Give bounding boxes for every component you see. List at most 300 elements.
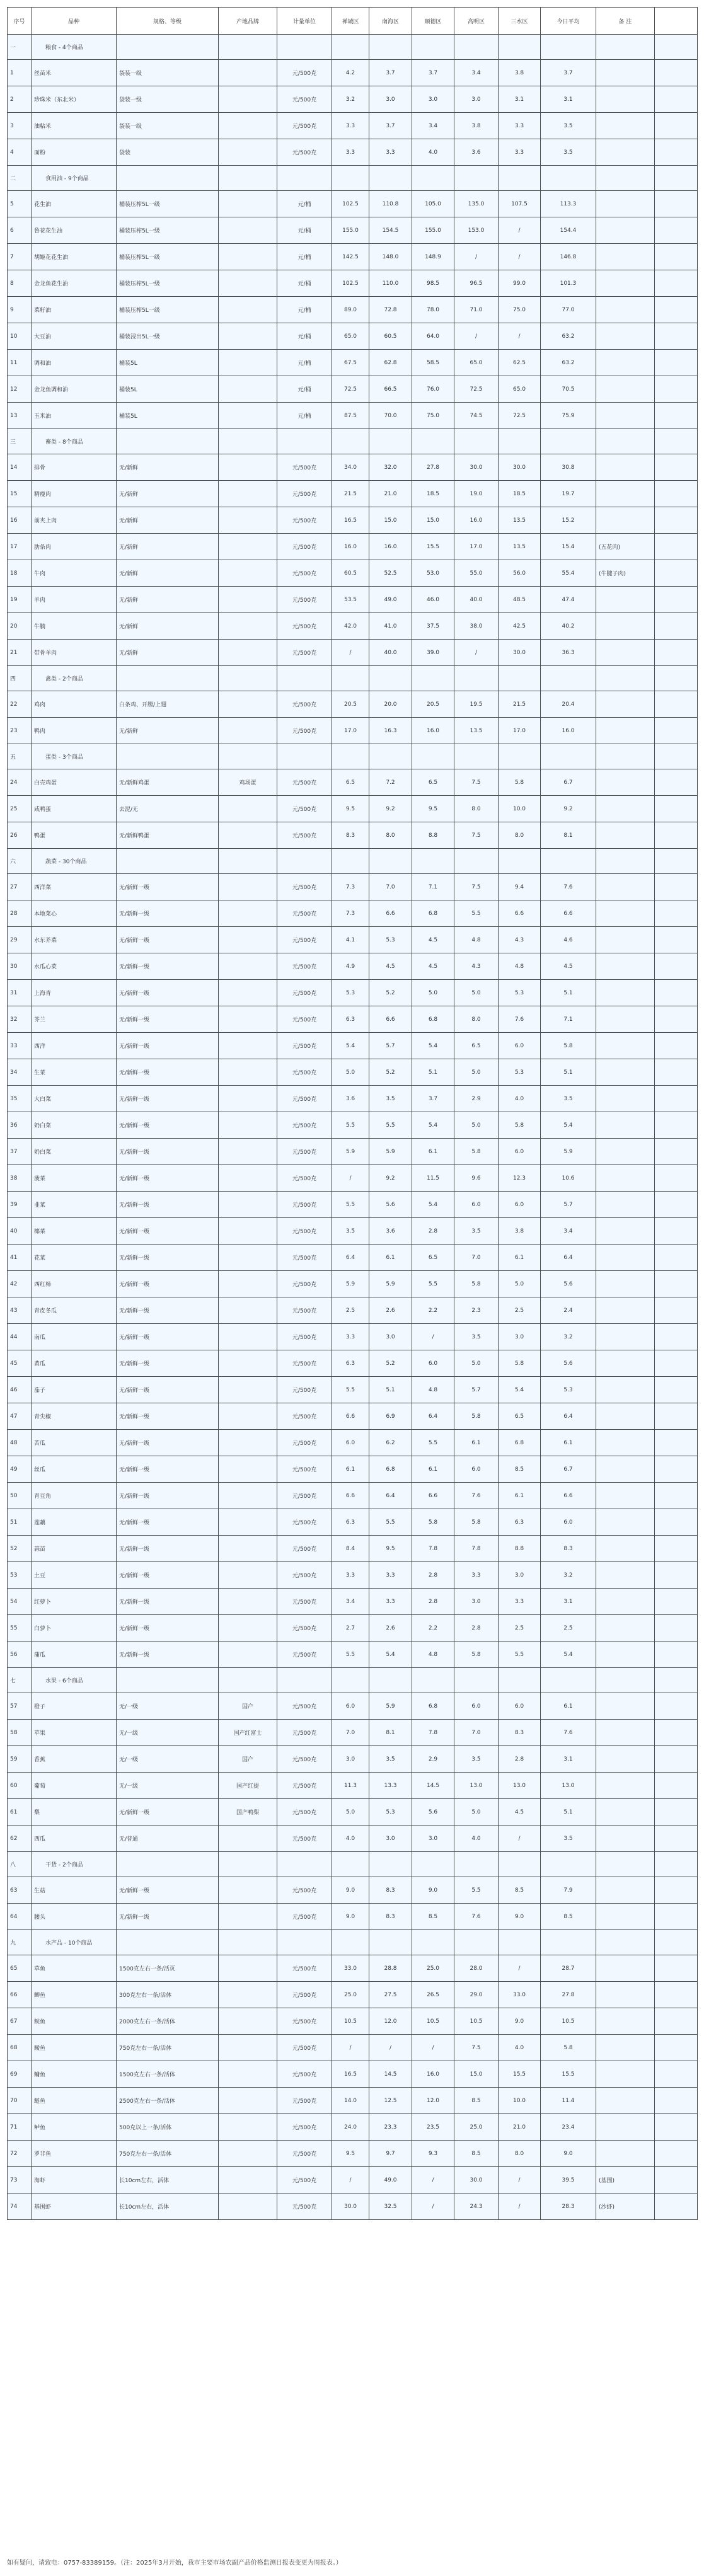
cell-average: 5.4 xyxy=(541,1112,596,1139)
empty-cell xyxy=(219,849,277,874)
table-row xyxy=(8,534,698,560)
cell-shunde: 5.8 xyxy=(412,1509,454,1536)
cell-nanhai: 6.1 xyxy=(369,1245,412,1271)
cell-average: 6.7 xyxy=(541,769,596,796)
cell-nanhai: 21.0 xyxy=(369,481,412,507)
cell-average: 63.2 xyxy=(541,350,596,376)
cell-variety: 丝瓜 xyxy=(32,1456,117,1483)
cell-no: 25 xyxy=(8,796,32,822)
cell-remark xyxy=(596,691,655,718)
cell-shunde: 20.5 xyxy=(412,691,454,718)
table-row xyxy=(8,507,698,534)
table-row xyxy=(8,270,698,297)
cell-average: 6.4 xyxy=(541,1403,596,1430)
cell-shunde: 4.8 xyxy=(412,1377,454,1403)
cell-brand xyxy=(219,1192,277,1218)
cell-spec: 无/新鲜 xyxy=(117,454,219,481)
cell-chancheng: 9.5 xyxy=(332,796,369,822)
cell-shunde: 53.0 xyxy=(412,560,454,587)
empty-cell xyxy=(655,2061,698,2088)
cell-brand: 鸡场蛋 xyxy=(219,769,277,796)
header-extra xyxy=(655,8,698,35)
empty-cell xyxy=(655,1955,698,1982)
cell-sanshui: 4.8 xyxy=(499,953,541,980)
cell-remark xyxy=(596,2114,655,2141)
cell-chancheng: 6.0 xyxy=(332,1430,369,1456)
cell-sanshui: 6.6 xyxy=(499,900,541,927)
empty-cell xyxy=(219,1852,277,1877)
cell-gaoming: 16.0 xyxy=(454,507,499,534)
cell-unit: 元/500克 xyxy=(277,1059,332,1086)
cell-variety: 菜籽油 xyxy=(32,297,117,323)
cell-no: 50 xyxy=(8,1483,32,1509)
section-number: 二 xyxy=(8,166,32,191)
cell-nanhai: 32.5 xyxy=(369,2194,412,2220)
cell-nanhai: 14.5 xyxy=(369,2061,412,2088)
cell-brand xyxy=(219,1456,277,1483)
cell-spec: 无/新鲜一级 xyxy=(117,1245,219,1271)
cell-brand xyxy=(219,1350,277,1377)
cell-average: 36.3 xyxy=(541,640,596,666)
cell-remark xyxy=(596,454,655,481)
cell-no: 3 xyxy=(8,113,32,139)
price-table xyxy=(7,7,698,2220)
empty-cell xyxy=(219,1668,277,1693)
cell-nanhai: 8.3 xyxy=(369,1877,412,1904)
cell-remark xyxy=(596,640,655,666)
cell-average: 6.0 xyxy=(541,1509,596,1536)
cell-no: 63 xyxy=(8,1877,32,1904)
cell-unit: 元/500克 xyxy=(277,900,332,927)
cell-nanhai: 6.6 xyxy=(369,900,412,927)
cell-no: 16 xyxy=(8,507,32,534)
empty-cell xyxy=(454,35,499,60)
cell-sanshui: 8.0 xyxy=(499,822,541,849)
cell-variety: 鸭肉 xyxy=(32,718,117,744)
table-row xyxy=(8,1218,698,1245)
cell-remark xyxy=(596,376,655,403)
header-chancheng: 禅城区 xyxy=(332,8,369,35)
cell-unit: 元/500克 xyxy=(277,1350,332,1377)
cell-variety: 青皮冬瓜 xyxy=(32,1297,117,1324)
cell-spec: 无/一级 xyxy=(117,1693,219,1720)
table-row xyxy=(8,1746,698,1773)
cell-remark xyxy=(596,1139,655,1165)
cell-gaoming: 5.0 xyxy=(454,1112,499,1139)
cell-brand xyxy=(219,139,277,166)
empty-cell xyxy=(655,1852,698,1877)
table-row xyxy=(8,244,698,270)
cell-gaoming: 72.5 xyxy=(454,376,499,403)
table-row xyxy=(8,1799,698,1826)
cell-remark xyxy=(596,86,655,113)
cell-remark: (牛腱子肉) xyxy=(596,560,655,587)
cell-spec: 长10cm左右，活体 xyxy=(117,2167,219,2194)
cell-variety: 牛肉 xyxy=(32,560,117,587)
cell-gaoming: 6.0 xyxy=(454,1456,499,1483)
cell-unit: 元/500克 xyxy=(277,822,332,849)
cell-spec: 无/新鲜一级 xyxy=(117,1562,219,1589)
cell-nanhai: 32.0 xyxy=(369,454,412,481)
cell-unit: 元/500克 xyxy=(277,2114,332,2141)
cell-shunde: 9.5 xyxy=(412,796,454,822)
cell-spec: 长10cm左右，活体 xyxy=(117,2194,219,2220)
empty-cell xyxy=(369,166,412,191)
section-title: 食用油 - 9个商品 xyxy=(32,166,117,191)
cell-no: 37 xyxy=(8,1139,32,1165)
section-number: 七 xyxy=(8,1668,32,1693)
cell-sanshui: 3.0 xyxy=(499,1562,541,1589)
cell-gaoming: 2.9 xyxy=(454,1086,499,1112)
cell-nanhai: 9.7 xyxy=(369,2141,412,2167)
cell-variety: 白壳鸡蛋 xyxy=(32,769,117,796)
cell-brand xyxy=(219,560,277,587)
cell-unit: 元/500克 xyxy=(277,1192,332,1218)
cell-gaoming: 71.0 xyxy=(454,297,499,323)
cell-nanhai: / xyxy=(369,2035,412,2061)
cell-no: 15 xyxy=(8,481,32,507)
cell-average: 28.3 xyxy=(541,2194,596,2220)
cell-remark xyxy=(596,1877,655,1904)
cell-chancheng: 6.3 xyxy=(332,1509,369,1536)
empty-cell xyxy=(655,1746,698,1773)
cell-shunde: 6.0 xyxy=(412,1350,454,1377)
cell-average: 6.1 xyxy=(541,1430,596,1456)
empty-cell xyxy=(541,849,596,874)
cell-nanhai: 9.5 xyxy=(369,1536,412,1562)
cell-variety: 油粘米 xyxy=(32,113,117,139)
cell-spec: 无/新鲜一级 xyxy=(117,1218,219,1245)
table-row xyxy=(8,718,698,744)
cell-shunde: 23.5 xyxy=(412,2114,454,2141)
cell-nanhai: 5.5 xyxy=(369,1509,412,1536)
cell-shunde: 15.5 xyxy=(412,534,454,560)
cell-remark xyxy=(596,1271,655,1297)
cell-remark: (基围) xyxy=(596,2167,655,2194)
cell-variety: 珍珠米（东北米） xyxy=(32,86,117,113)
empty-cell xyxy=(332,1668,369,1693)
cell-nanhai: 5.3 xyxy=(369,927,412,953)
cell-remark xyxy=(596,1589,655,1615)
cell-sanshui: / xyxy=(499,1826,541,1852)
cell-gaoming: 65.0 xyxy=(454,350,499,376)
table-row xyxy=(8,1006,698,1033)
table-row xyxy=(8,1615,698,1642)
cell-sanshui: 4.3 xyxy=(499,927,541,953)
empty-cell xyxy=(655,560,698,587)
table-row xyxy=(8,613,698,640)
empty-cell xyxy=(655,1615,698,1642)
cell-unit: 元/500克 xyxy=(277,1006,332,1033)
cell-variety: 胡姬花花生油 xyxy=(32,244,117,270)
empty-cell xyxy=(219,166,277,191)
cell-chancheng: 72.5 xyxy=(332,376,369,403)
cell-variety: 蒜苗 xyxy=(32,1536,117,1562)
cell-brand xyxy=(219,2035,277,2061)
cell-sanshui: / xyxy=(499,2194,541,2220)
cell-sanshui: 6.0 xyxy=(499,1693,541,1720)
cell-unit: 元/500克 xyxy=(277,1536,332,1562)
empty-cell xyxy=(499,166,541,191)
cell-unit: 元/桶 xyxy=(277,350,332,376)
cell-variety: 西洋 xyxy=(32,1033,117,1059)
section-title: 畜类 - 8个商品 xyxy=(32,429,117,454)
cell-sanshui: 21.5 xyxy=(499,691,541,718)
cell-no: 13 xyxy=(8,403,32,429)
table-row xyxy=(8,1562,698,1589)
cell-sanshui: 8.5 xyxy=(499,1877,541,1904)
cell-spec: 无/一级 xyxy=(117,1773,219,1799)
cell-variety: 花生油 xyxy=(32,191,117,217)
cell-brand xyxy=(219,718,277,744)
section-number: 六 xyxy=(8,849,32,874)
cell-brand xyxy=(219,822,277,849)
cell-unit: 元/500克 xyxy=(277,1033,332,1059)
cell-remark xyxy=(596,1112,655,1139)
cell-nanhai: 3.3 xyxy=(369,1562,412,1589)
cell-shunde: 7.8 xyxy=(412,1536,454,1562)
cell-no: 46 xyxy=(8,1377,32,1403)
cell-average: 6.6 xyxy=(541,1483,596,1509)
cell-sanshui: 5.5 xyxy=(499,1642,541,1668)
cell-brand: 国产红提 xyxy=(219,1773,277,1799)
cell-chancheng: 4.2 xyxy=(332,60,369,86)
cell-average: 5.6 xyxy=(541,1271,596,1297)
cell-gaoming: 5.8 xyxy=(454,1271,499,1297)
cell-nanhai: 12.0 xyxy=(369,2008,412,2035)
cell-no: 12 xyxy=(8,376,32,403)
cell-gaoming: / xyxy=(454,640,499,666)
cell-average: 3.2 xyxy=(541,1562,596,1589)
cell-brand xyxy=(219,796,277,822)
cell-spec: 无/新鲜一级 xyxy=(117,1324,219,1350)
cell-spec: 无/新鲜一级 xyxy=(117,927,219,953)
empty-cell xyxy=(412,744,454,769)
empty-cell xyxy=(596,1930,655,1955)
cell-sanshui: 3.3 xyxy=(499,113,541,139)
table-row xyxy=(8,1430,698,1456)
cell-sanshui: / xyxy=(499,2167,541,2194)
table-row xyxy=(8,454,698,481)
table-row xyxy=(8,1589,698,1615)
cell-brand xyxy=(219,1218,277,1245)
cell-sanshui: 99.0 xyxy=(499,270,541,297)
empty-cell xyxy=(369,429,412,454)
cell-chancheng: 7.0 xyxy=(332,1720,369,1746)
cell-gaoming: 10.5 xyxy=(454,2008,499,2035)
cell-gaoming: 8.0 xyxy=(454,1006,499,1033)
cell-remark xyxy=(596,927,655,953)
empty-cell xyxy=(655,534,698,560)
cell-chancheng: 7.3 xyxy=(332,900,369,927)
cell-spec: 袋装一级 xyxy=(117,113,219,139)
empty-cell xyxy=(541,166,596,191)
cell-spec: 无/新鲜一级 xyxy=(117,900,219,927)
cell-brand xyxy=(219,113,277,139)
cell-gaoming: 8.0 xyxy=(454,796,499,822)
cell-brand xyxy=(219,1826,277,1852)
cell-variety: 香蕉 xyxy=(32,1746,117,1773)
cell-remark xyxy=(596,953,655,980)
cell-no: 53 xyxy=(8,1562,32,1589)
cell-variety: 菠菜 xyxy=(32,1165,117,1192)
cell-chancheng: 3.3 xyxy=(332,139,369,166)
cell-unit: 元/500克 xyxy=(277,1615,332,1642)
empty-cell xyxy=(655,1536,698,1562)
cell-shunde: 2.8 xyxy=(412,1562,454,1589)
cell-average: 70.5 xyxy=(541,376,596,403)
cell-shunde: 6.1 xyxy=(412,1456,454,1483)
cell-gaoming: 7.5 xyxy=(454,2035,499,2061)
cell-shunde: 39.0 xyxy=(412,640,454,666)
cell-remark xyxy=(596,613,655,640)
empty-cell xyxy=(655,2088,698,2114)
cell-chancheng: 60.5 xyxy=(332,560,369,587)
table-row xyxy=(8,86,698,113)
cell-sanshui: 6.5 xyxy=(499,1403,541,1430)
cell-gaoming: 3.4 xyxy=(454,60,499,86)
cell-remark xyxy=(596,1218,655,1245)
cell-average: 3.5 xyxy=(541,1826,596,1852)
cell-no: 1 xyxy=(8,60,32,86)
cell-remark xyxy=(596,1033,655,1059)
cell-nanhai: 148.0 xyxy=(369,244,412,270)
cell-gaoming: 7.0 xyxy=(454,1720,499,1746)
empty-cell xyxy=(219,666,277,691)
empty-cell xyxy=(412,849,454,874)
cell-gaoming: 3.5 xyxy=(454,1218,499,1245)
cell-no: 57 xyxy=(8,1693,32,1720)
empty-cell xyxy=(655,297,698,323)
cell-variety: 青尖椒 xyxy=(32,1403,117,1430)
cell-unit: 元/500克 xyxy=(277,60,332,86)
table-row xyxy=(8,2035,698,2061)
cell-chancheng: 16.5 xyxy=(332,507,369,534)
cell-gaoming: 2.3 xyxy=(454,1297,499,1324)
cell-gaoming: 135.0 xyxy=(454,191,499,217)
cell-chancheng: 67.5 xyxy=(332,350,369,376)
cell-chancheng: 21.5 xyxy=(332,481,369,507)
cell-chancheng: 5.9 xyxy=(332,1139,369,1165)
cell-spec: 无/新鲜 xyxy=(117,481,219,507)
cell-chancheng: 87.5 xyxy=(332,403,369,429)
cell-unit: 元/500克 xyxy=(277,1877,332,1904)
cell-spec: 无/新鲜一级 xyxy=(117,1006,219,1033)
cell-shunde: 46.0 xyxy=(412,587,454,613)
cell-gaoming: 4.0 xyxy=(454,1826,499,1852)
empty-cell xyxy=(655,481,698,507)
cell-sanshui: 3.3 xyxy=(499,1589,541,1615)
cell-remark xyxy=(596,1982,655,2008)
cell-chancheng: 65.0 xyxy=(332,323,369,350)
empty-cell xyxy=(655,507,698,534)
cell-gaoming: / xyxy=(454,323,499,350)
cell-average: 5.1 xyxy=(541,980,596,1006)
cell-nanhai: 3.5 xyxy=(369,1086,412,1112)
cell-sanshui: 8.5 xyxy=(499,1456,541,1483)
table-row xyxy=(8,403,698,429)
section-number: 一 xyxy=(8,35,32,60)
cell-sanshui: 4.0 xyxy=(499,2035,541,2061)
cell-brand xyxy=(219,2008,277,2035)
cell-average: 7.9 xyxy=(541,1877,596,1904)
cell-brand xyxy=(219,376,277,403)
cell-spec: 桶装浸出5L一级 xyxy=(117,323,219,350)
cell-unit: 元/500克 xyxy=(277,1693,332,1720)
cell-sanshui: / xyxy=(499,323,541,350)
cell-no: 64 xyxy=(8,1904,32,1930)
cell-unit: 元/500克 xyxy=(277,769,332,796)
cell-brand xyxy=(219,2114,277,2141)
empty-cell xyxy=(219,744,277,769)
cell-no: 35 xyxy=(8,1086,32,1112)
empty-cell xyxy=(655,270,698,297)
cell-no: 54 xyxy=(8,1589,32,1615)
cell-brand xyxy=(219,1904,277,1930)
cell-variety: 白萝卜 xyxy=(32,1615,117,1642)
section-row xyxy=(8,1852,698,1877)
cell-sanshui: 30.0 xyxy=(499,454,541,481)
cell-sanshui: / xyxy=(499,244,541,270)
cell-unit: 元/500克 xyxy=(277,1773,332,1799)
empty-cell xyxy=(655,822,698,849)
empty-cell xyxy=(655,691,698,718)
cell-variety: 奶白菜 xyxy=(32,1112,117,1139)
empty-cell xyxy=(454,1668,499,1693)
empty-cell xyxy=(655,1139,698,1165)
cell-unit: 元/桶 xyxy=(277,191,332,217)
cell-shunde: 5.1 xyxy=(412,1059,454,1086)
cell-nanhai: 16.0 xyxy=(369,534,412,560)
cell-gaoming: 7.6 xyxy=(454,1483,499,1509)
cell-average: 47.4 xyxy=(541,587,596,613)
cell-unit: 元/500克 xyxy=(277,1456,332,1483)
cell-brand xyxy=(219,1033,277,1059)
empty-cell xyxy=(596,666,655,691)
cell-shunde: 4.5 xyxy=(412,953,454,980)
cell-average: 146.8 xyxy=(541,244,596,270)
empty-cell xyxy=(499,429,541,454)
cell-no: 24 xyxy=(8,769,32,796)
cell-no: 45 xyxy=(8,1350,32,1377)
cell-sanshui: 5.0 xyxy=(499,1271,541,1297)
cell-unit: 元/500克 xyxy=(277,1799,332,1826)
cell-spec: 无/新鲜一级 xyxy=(117,1403,219,1430)
cell-remark xyxy=(596,1955,655,1982)
cell-unit: 元/500克 xyxy=(277,1377,332,1403)
cell-remark xyxy=(596,191,655,217)
cell-average: 6.1 xyxy=(541,1693,596,1720)
cell-gaoming: 55.0 xyxy=(454,560,499,587)
header-spec: 规格、等级 xyxy=(117,8,219,35)
cell-brand xyxy=(219,1877,277,1904)
cell-unit: 元/500克 xyxy=(277,454,332,481)
cell-shunde: 75.0 xyxy=(412,403,454,429)
empty-cell xyxy=(655,2194,698,2220)
empty-cell xyxy=(655,60,698,86)
cell-gaoming: 38.0 xyxy=(454,613,499,640)
cell-remark xyxy=(596,2035,655,2061)
table-row xyxy=(8,1456,698,1483)
cell-brand xyxy=(219,350,277,376)
section-row xyxy=(8,1930,698,1955)
cell-spec: 无/新鲜 xyxy=(117,587,219,613)
cell-remark xyxy=(596,1006,655,1033)
cell-unit: 元/500克 xyxy=(277,1086,332,1112)
cell-brand xyxy=(219,1536,277,1562)
empty-cell xyxy=(499,1852,541,1877)
cell-nanhai: 28.8 xyxy=(369,1955,412,1982)
